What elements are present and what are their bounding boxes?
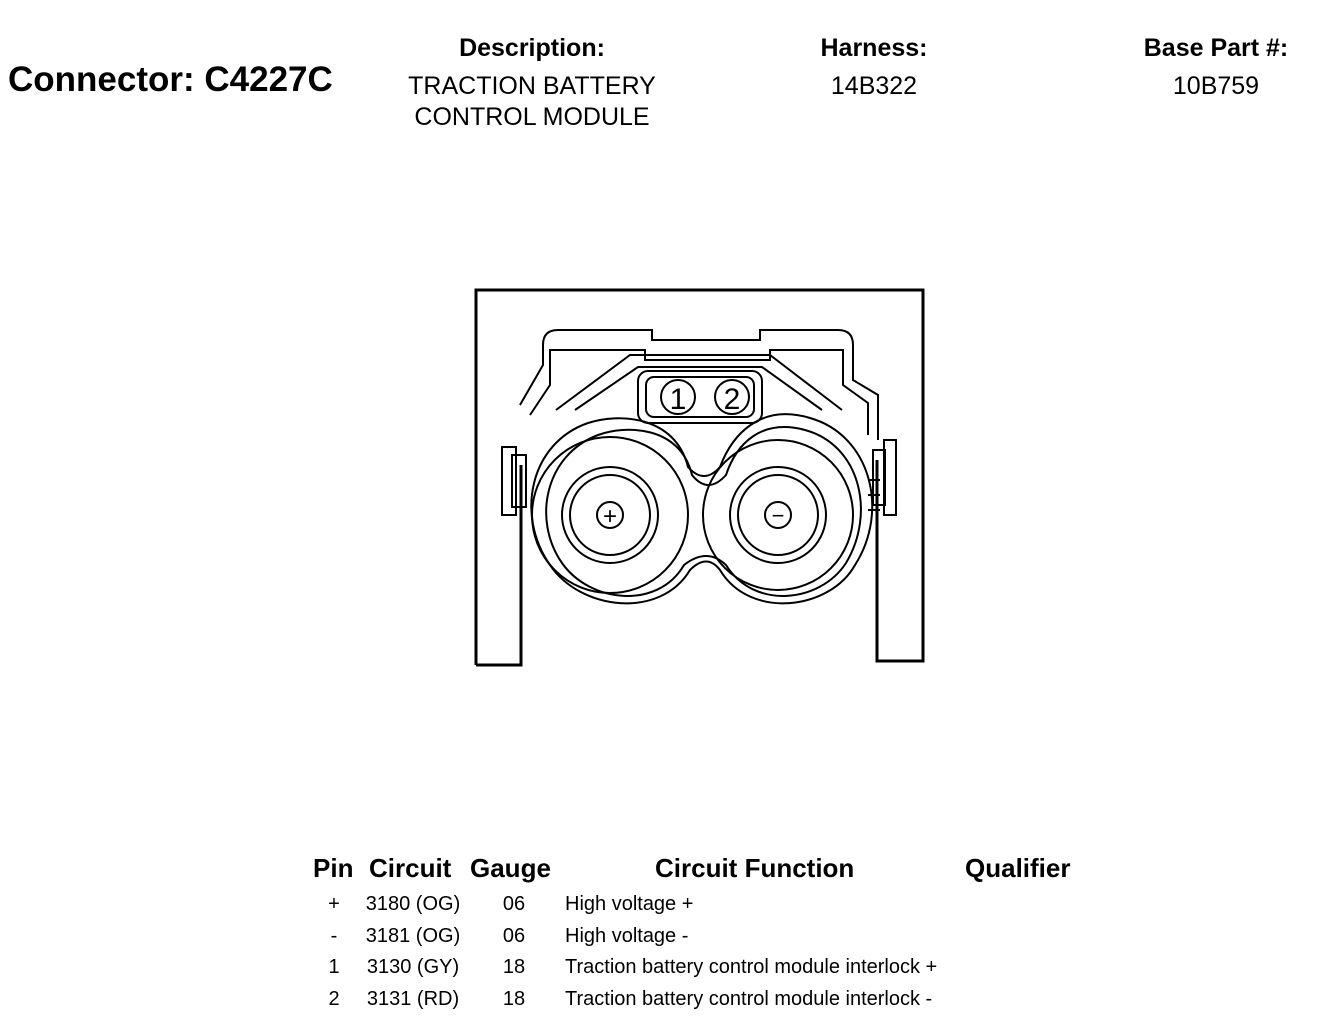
row-function: High voltage - [565,925,689,947]
pin-header: Pin [313,853,354,883]
row-gauge: 18 [502,956,526,978]
harness-value: 14B322 [830,72,918,100]
row-pin: 1 [328,956,340,978]
outer-frame-left-leg [476,465,521,665]
row-pin: + [328,893,340,915]
connector-diagram [470,285,930,669]
harness-label: Harness: [820,34,928,62]
row-circuit: 3131 (RD) [366,988,460,1010]
row-circuit: 3181 (OG) [365,925,461,947]
row-function: Traction battery control module interlock + [565,956,938,978]
row-circuit: 3130 (GY) [366,956,460,978]
row-gauge: 18 [502,988,526,1010]
qualifier-header: Qualifier [965,853,1071,883]
pin-1-label: 1 [669,383,687,416]
connector-roof [556,355,842,410]
row-gauge: 06 [502,925,526,947]
base-part-value: 10B759 [1172,72,1260,100]
description-line-2: CONTROL MODULE [414,103,650,131]
row-gauge: 06 [502,893,526,915]
interlock-window [638,371,762,423]
gauge-header: Gauge [470,853,551,883]
row-pin: - [330,925,338,947]
description-line-1: TRACTION BATTERY [408,72,656,100]
pin-2-label: 2 [723,383,741,416]
description-value [382,71,682,133]
description-label: Description: [459,34,605,62]
base-part-label: Base Part #: [1143,34,1289,62]
left-latch-inner [512,455,526,507]
left-latch [502,447,516,515]
row-function: High voltage + [565,893,694,915]
row-function: Traction battery control module interlock - [565,988,933,1010]
negative-terminal-label: − [771,503,785,528]
connector-title: Connector: C4227C [8,60,333,99]
circuit-function-header: Circuit Function [655,853,855,883]
row-circuit: 3180 (OG) [365,893,461,915]
circuit-header: Circuit [369,853,452,883]
positive-terminal-label: + [602,503,618,530]
connector-roof-inner [575,367,822,410]
row-pin: 2 [328,988,340,1010]
